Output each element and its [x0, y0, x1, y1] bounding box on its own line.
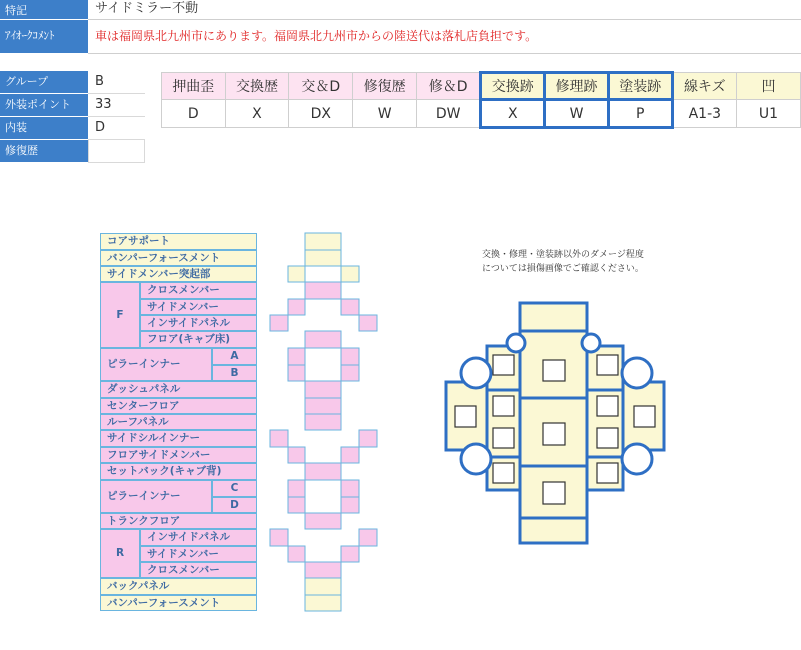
part-pillar-c: C — [212, 480, 257, 497]
damage-value-cell: W — [545, 100, 609, 128]
damage-note-line2: については損傷画像でご確認ください。 — [482, 264, 644, 274]
damage-header-cell: 修＆D — [416, 73, 480, 100]
part-bumper-reinforcement-rear: バンパーフォースメント — [100, 595, 257, 611]
damage-header-cell: 交＆D — [289, 73, 353, 100]
part-pillar-inner-cd: ピラーインナー — [100, 480, 212, 513]
interior-value: D — [88, 117, 145, 140]
damage-value-cell: U1 — [736, 100, 800, 128]
damage-note-line1: 交換・修理・塗装跡以外のダメージ程度 — [482, 250, 644, 260]
damage-value-cell: W — [353, 100, 417, 128]
part-setback: セットバック(キャブ背) — [100, 463, 257, 480]
damage-value-cell: DX — [289, 100, 353, 128]
comment-label: ｱｲｵｰｸｺﾒﾝﾄ — [0, 20, 88, 54]
part-cross-member-f: クロスメンバー — [140, 282, 257, 299]
part-floor-side-member: フロアサイドメンバー — [100, 447, 257, 463]
damage-note — [482, 248, 644, 276]
damage-header-cell: 凹 — [736, 73, 800, 100]
tokki-value: サイドミラー不動 — [88, 0, 801, 20]
group-label: グループ — [0, 71, 88, 94]
car-body-diagram — [440, 298, 670, 548]
part-bumper-reinforcement-front: バンパーフォースメント — [100, 250, 257, 266]
part-pillar-b: B — [212, 365, 257, 381]
part-center-floor: センターフロア — [100, 398, 257, 414]
part-pillar-d: D — [212, 497, 257, 513]
damage-header-cell: 修復歴 — [353, 73, 417, 100]
damage-value-cell: X — [225, 100, 289, 128]
damage-header-cell: 修理跡 — [545, 73, 609, 100]
repair-history-label: 修復歴 — [0, 140, 88, 163]
damage-value-cell: X — [481, 100, 545, 128]
part-side-member-tip: サイドメンバー突起部 — [100, 266, 257, 282]
interior-label: 内装 — [0, 117, 88, 140]
frame-schematic — [265, 230, 385, 615]
part-pillar-a: A — [212, 348, 257, 365]
group-f-label: F — [100, 282, 140, 348]
damage-value-cell: A1-3 — [672, 100, 736, 128]
damage-value-cell: DW — [416, 100, 480, 128]
damage-header-cell: 塗装跡 — [608, 73, 672, 100]
part-back-panel: バックパネル — [100, 578, 257, 595]
part-inside-panel-f: インサイドパネル — [140, 315, 257, 331]
part-dash-panel: ダッシュパネル — [100, 381, 257, 398]
group-value: B — [88, 71, 145, 94]
part-side-member-f: サイドメンバー — [140, 299, 257, 315]
exterior-points-value: 33 — [88, 94, 145, 117]
part-inside-panel-r: インサイドパネル — [140, 529, 257, 546]
damage-value-cell: P — [608, 100, 672, 128]
part-roof-panel: ルーフパネル — [100, 414, 257, 430]
damage-header-cell: 線キズ — [672, 73, 736, 100]
damage-header-cell: 交換跡 — [481, 73, 545, 100]
exterior-points-label: 外装ポイント — [0, 94, 88, 117]
part-core-support: コアサポート — [100, 233, 257, 250]
damage-header-cell: 押曲歪 — [162, 73, 226, 100]
group-r-label: R — [100, 529, 140, 578]
damage-value-cell: D — [162, 100, 226, 128]
part-cross-member-r: クロスメンバー — [140, 562, 257, 578]
part-side-sill-inner: サイドシルインナー — [100, 430, 257, 447]
part-floor-cab: フロア(キャブ床) — [140, 331, 257, 348]
part-side-member-r: サイドメンバー — [140, 546, 257, 562]
damage-header-cell: 交換歴 — [225, 73, 289, 100]
tokki-label: 特記 — [0, 0, 88, 20]
part-trunk-floor: トランクフロア — [100, 513, 257, 529]
part-pillar-inner-ab: ピラーインナー — [100, 348, 212, 381]
comment-value: 車は福岡県北九州市にあります。福岡県北九州市からの陸送代は落札店負担です。 — [88, 20, 801, 54]
